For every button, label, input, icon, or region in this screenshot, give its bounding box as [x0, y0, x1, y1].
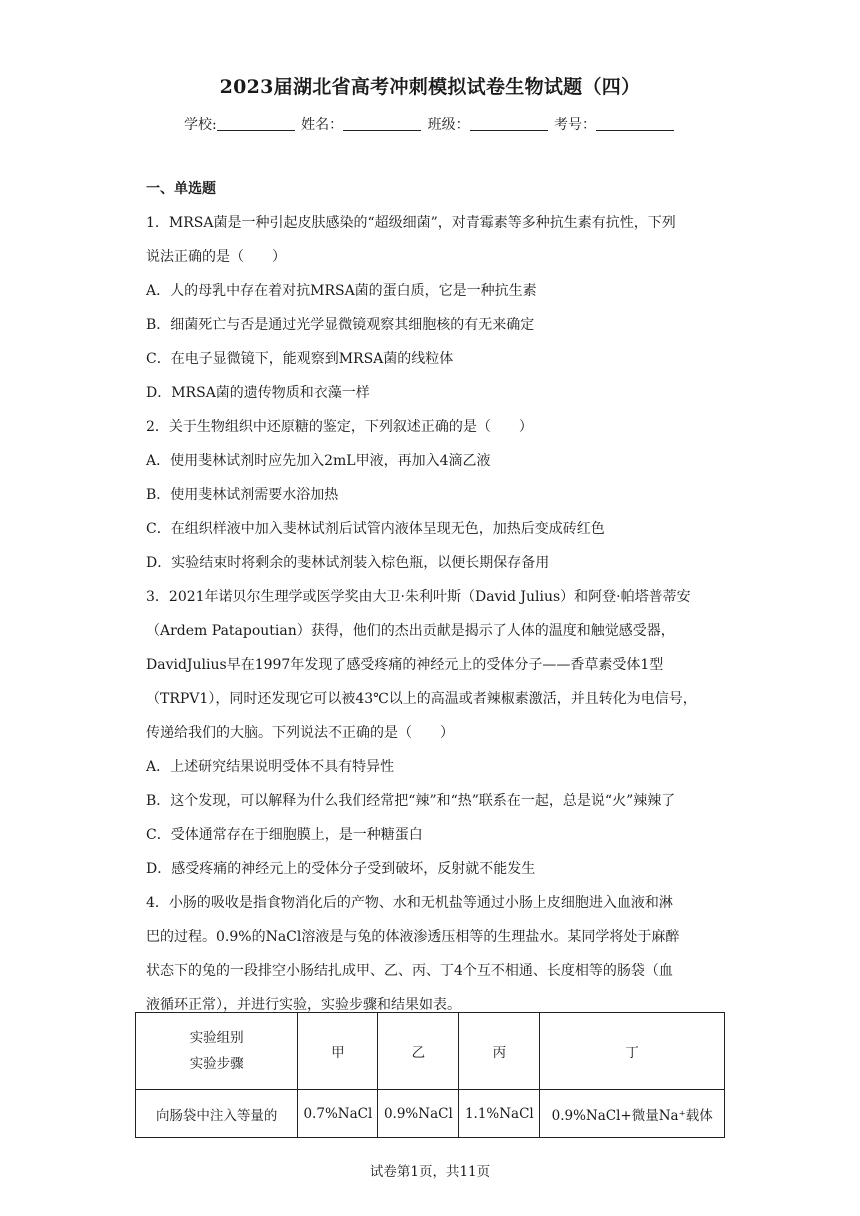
text-line: 传递给我们的大脑。下列说法不正确的是（ ） [146, 725, 454, 741]
text-line: D．感受疼痛的神经元上的受体分子受到破坏，反射就不能发生 [146, 861, 536, 877]
school-label: 学校: [183, 117, 217, 133]
name-label: 姓名： [301, 117, 344, 133]
text-line: B．使用斐林试剂需要水浴加热 [146, 487, 339, 503]
table-row [136, 1090, 725, 1138]
table-cell: 0.9%NaCl [378, 1090, 459, 1138]
text-line: C．受体通常存在于细胞膜上，是一种糖蛋白 [146, 827, 423, 843]
class-label: 班级： [427, 117, 470, 133]
text-line: （Ardem Patapoutian）获得，他们的杰出贡献是揭示了人体的温度和触觉感受器， [146, 623, 675, 639]
table-cell: 0.9%NaCl+微量Na⁺载体 [540, 1090, 725, 1138]
text-line: （TRPV1），同时还发现它可以被43℃以上的高温或者辣椒素激活，并且转化为电信号， [146, 691, 697, 707]
text-line: C．在组织样液中加入斐林试剂后试管内液体呈现无色，加热后变成砖红色 [146, 521, 605, 537]
header-experiment-group: 实验组别 [189, 1030, 244, 1046]
text-line: 液循环正常），并进行实验，实验步骤和结果如表。 [146, 997, 461, 1013]
class-blank [470, 116, 548, 131]
text-line: 4．小肠的吸收是指食物消化后的产物、水和无机盐等通过小肠上皮细胞进入血液和淋 [146, 895, 673, 911]
experiment-table [135, 1012, 725, 1138]
table-cell: 1.1%NaCl [459, 1090, 540, 1138]
text-line: DavidJulius早在1997年发现了感受疼痛的神经元上的受体分子——香草素受体1型 [146, 657, 664, 673]
exam-number-blank [596, 116, 674, 131]
question-content [146, 178, 726, 1022]
table-cell: 0.7%NaCl [298, 1090, 378, 1138]
text-line: A．人的母乳中存在着对抗MRSA菌的蛋白质，它是一种抗生素 [146, 283, 537, 299]
exam-title: 2023届湖北省高考冲刺模拟试卷生物试题（四） [219, 76, 641, 98]
section-heading: 一、单选题 [146, 181, 216, 197]
text-line: 巴的过程。0.9%的NaCl溶液是与兔的体液渗透压相等的生理盐水。某同学将处于麻醉 [146, 929, 680, 945]
student-info-line [0, 114, 860, 134]
text-line: C．在电子显微镜下，能观察到MRSA菌的线粒体 [146, 351, 454, 367]
group-header-yi: 乙 [378, 1013, 459, 1090]
text-line: 状态下的兔的一段排空小肠结扎成甲、乙、丙、丁4个互不相通、长度相等的肠袋（血 [146, 963, 673, 979]
school-blank [217, 116, 295, 131]
table-corner-header [136, 1013, 298, 1090]
row-label: 向肠袋中注入等量的 [136, 1090, 298, 1138]
header-experiment-step: 实验步骤 [189, 1056, 244, 1072]
text-line: A．使用斐林试剂时应先加入2mL甲液，再加入4滴乙液 [146, 453, 491, 469]
group-header-bing: 丙 [459, 1013, 540, 1090]
text-line: 3．2021年诺贝尔生理学或医学奖由大卫·朱利叶斯（David Julius）和阿登·帕塔普蒂安 [146, 589, 691, 605]
exam-number-label: 考号： [554, 117, 597, 133]
text-line: 说法正确的是（ ） [146, 249, 286, 265]
table-header-row [136, 1013, 725, 1090]
group-header-ding: 丁 [540, 1013, 725, 1090]
text-line: D．MRSA菌的遗传物质和衣藻一样 [146, 385, 370, 401]
text-line: 2．关于生物组织中还原糖的鉴定，下列叙述正确的是（ ） [146, 419, 533, 435]
text-line: B．这个发现，可以解释为什么我们经常把“辣”和“热”联系在一起，总是说“火”辣辣了 [146, 793, 676, 809]
name-blank [343, 116, 421, 131]
text-line: 1．MRSA菌是一种引起皮肤感染的“超级细菌”，对青霉素等多种抗生素有抗性，下列 [146, 215, 676, 231]
group-header-jia: 甲 [298, 1013, 378, 1090]
text-line: D．实验结束时将剩余的斐林试剂装入棕色瓶，以便长期保存备用 [146, 555, 550, 571]
text-line: B．细菌死亡与否是通过光学显微镜观察其细胞核的有无来确定 [146, 317, 535, 333]
text-line: A．上述研究结果说明受体不具有特异性 [146, 759, 395, 775]
page-footer: 试卷第1页，共11页 [369, 1164, 491, 1180]
